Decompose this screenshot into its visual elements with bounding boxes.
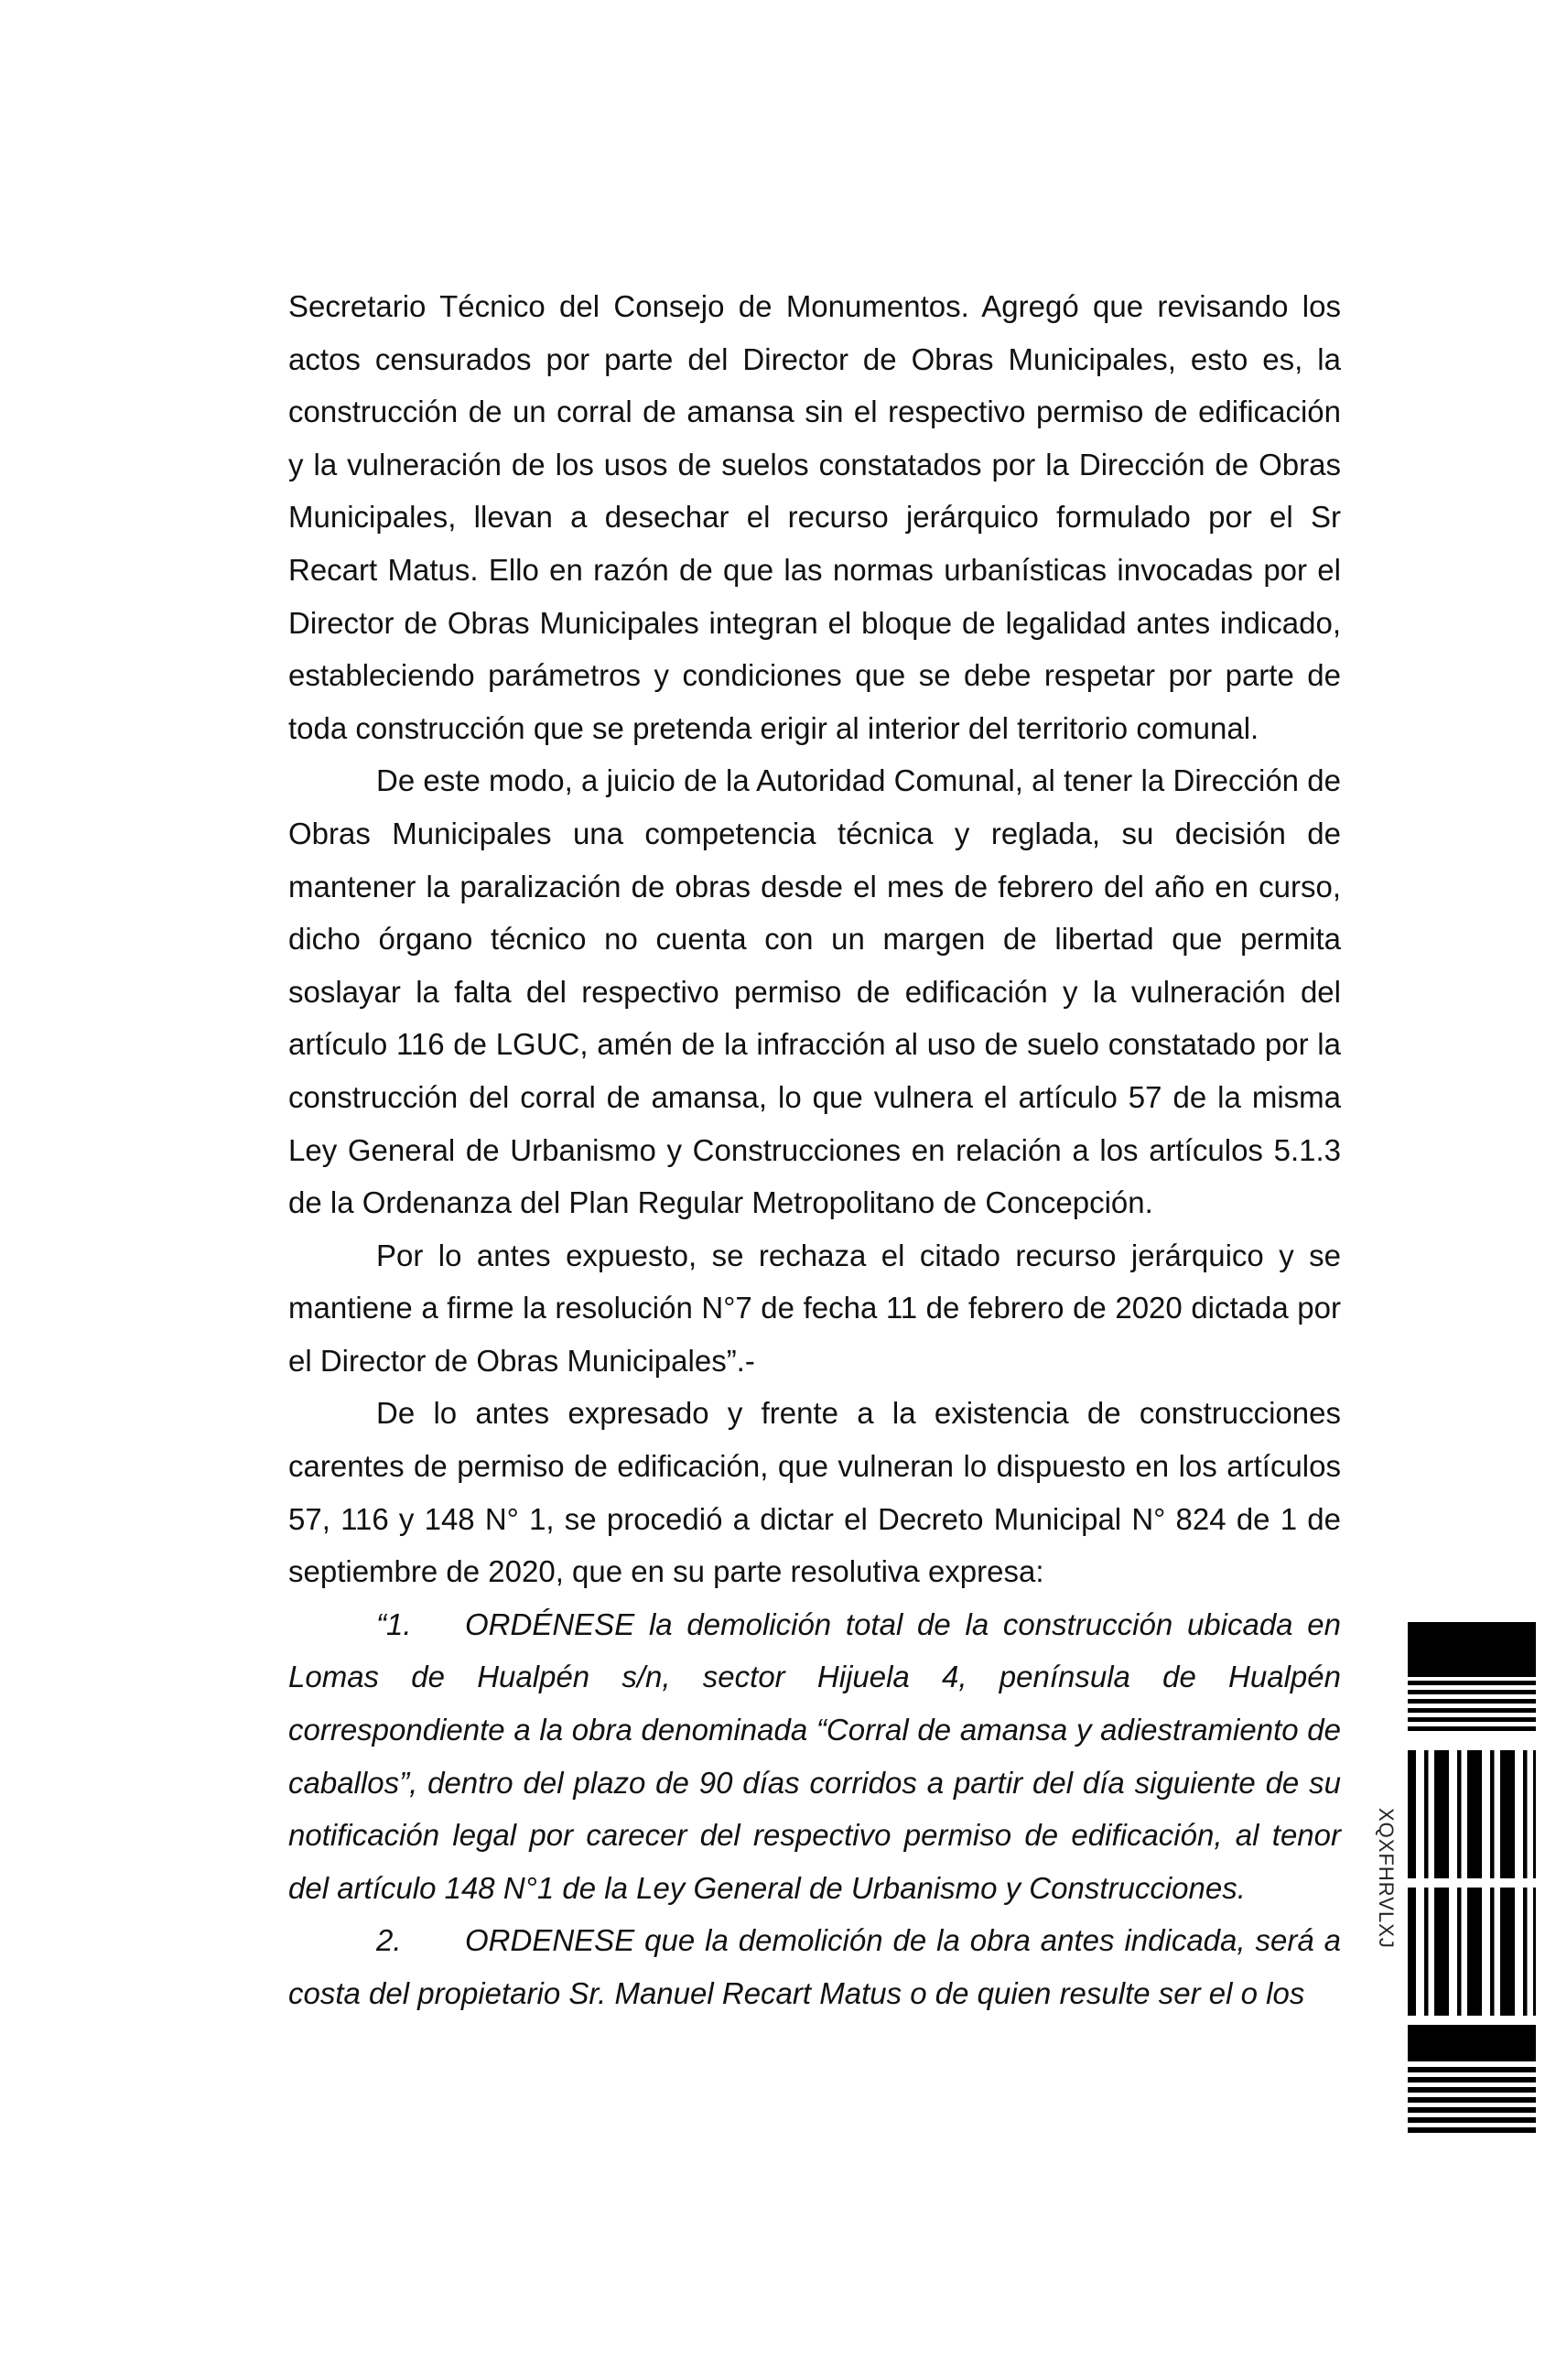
barcode-matrix (1408, 1888, 1536, 2016)
quoted-item-text: ORDÉNESE la demolición total de la construcción ubicada en Lomas de Hualpén s/n, sector Hijuela 4, península de Hualpén correspondiente a la obra denominada “Corral de amansa y adiestramiento de caballos”, dentro del plazo de 90 días corridos a partir del día siguiente de su notificación legal por carecer del respectivo permiso de edificación, al tenor del artículo 148 N°1 de la Ley General de Urbanismo y Construcciones. (288, 1606, 1341, 1905)
document-body (288, 280, 1341, 2020)
verification-barcode (1408, 1622, 1536, 2135)
barcode-block (1408, 2025, 1536, 2061)
quoted-item-number: “1. (376, 1606, 412, 1641)
paragraph: Por lo antes expuesto, se rechaza el citado recurso jerárquico y se mantiene a firme la resolución N°7 de fecha 11 de febrero de 2020 dictada por el Director de Obras Municipales”.- (288, 1238, 1341, 1378)
quoted-item-text: ORDENESE que la demolición de la obra antes indicada, será a costa del propietario Sr. Manuel Recart Matus o de quien resulte ser el o los (288, 1923, 1341, 2010)
quoted-item (288, 1914, 1341, 2019)
paragraph: Secretario Técnico del Consejo de Monumentos. Agregó que revisando los actos censurados por parte del Director de Obras Municipales, esto es, la construcción de un corral de amansa sin el respectivo permiso de edificación y la vulneración de los usos de suelos constatados por la Dirección de Obras Municipales, llevan a desechar el recurso jerárquico formulado por el Sr Recart Matus. Ello en razón de que las normas urbanísticas invocadas por el Director de Obras Municipales integran el bloque de legalidad antes indicado, estableciendo parámetros y condiciones que se debe respetar por parte de toda construcción que se pretenda erigir al interior del territorio comunal. (288, 289, 1341, 745)
paragraph: De este modo, a juicio de la Autoridad Comunal, al tener la Dirección de Obras Municipales una competencia técnica y reglada, su decisión de mantener la paralización de obras desde el mes de febrero del año en curso, dicho órgano técnico no cuenta con un margen de libertad que permita soslayar la falta del respectivo permiso de edificación y la vulneración del artículo 116 de LGUC, amén de la infracción al uso de suelo constatado por la construcción del corral de amansa, lo que vulnera el artículo 57 de la misma Ley General de Urbanismo y Construcciones en relación a los artículos 5.1.3 de la Ordenanza del Plan Regular Metropolitano de Concepción. (288, 763, 1341, 1220)
quoted-item-number: 2. (376, 1923, 402, 1958)
barcode-stripes (1408, 1681, 1536, 1736)
quoted-item (288, 1598, 1341, 1915)
barcode-stripes (1408, 2067, 1536, 2135)
verification-code: XQXFHRVLXJ (1375, 1808, 1398, 1949)
barcode-block (1408, 1622, 1536, 1677)
paragraph: De lo antes expresado y frente a la existencia de construcciones carentes de permiso de edificación, que vulneran lo dispuesto en los artículos 57, 116 y 148 N° 1, se procedió a dictar el Decreto Municipal N° 824 de 1 de septiembre de 2020, que en su parte resolutiva expresa: (288, 1396, 1341, 1589)
barcode-matrix (1408, 1750, 1536, 1878)
